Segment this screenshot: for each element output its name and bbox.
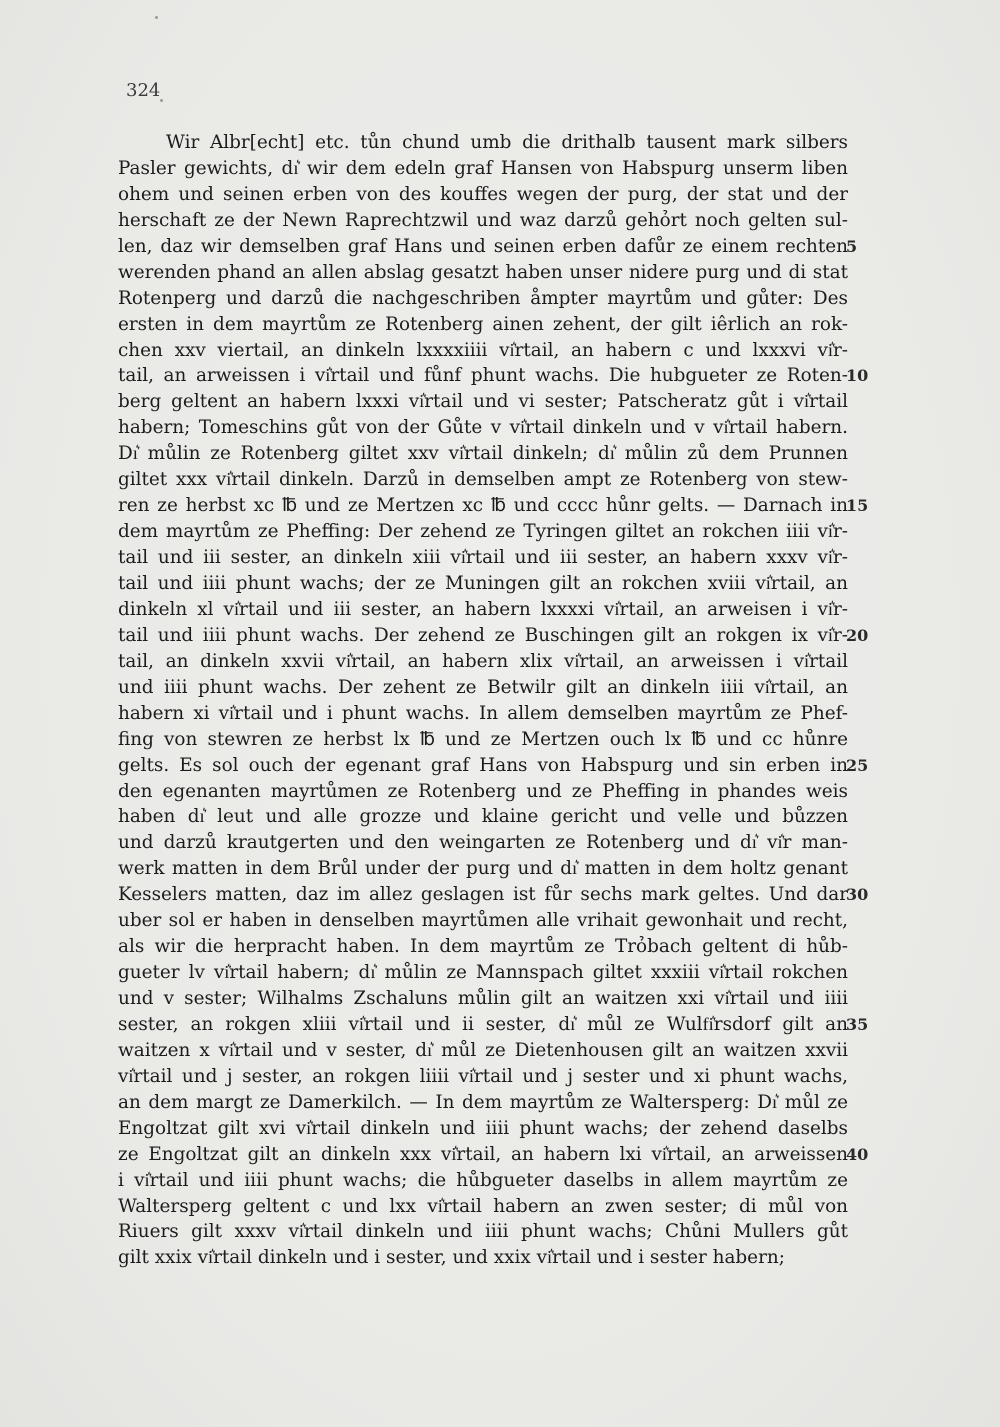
text-line: Waltersperg geltent c und lxx vi͛rtail habern an zwen sester; di můl von [118,1195,848,1217]
text-line: len, daz wir demselben graf Hans und seinen erben dafůr ze einem rechten [118,235,848,257]
text-line: Wir Albr[echt] etc. tůn chund umb die drithalb tausent mark silbers [166,132,848,153]
text-line: ren ze herbst xc ℔ und ze Mertzen xc ℔ und cccc hůnr gelts. — Darnach in [118,495,848,517]
text-line: giltet xxx vi͛rtail dinkeln. Darzů in demselben ampt ze Rotenberg von stew- [118,469,848,491]
text-line: werk matten in dem Brůl under der purg und dı͛ matten in dem holtz genant [118,858,848,880]
margin-line-number: 25 [846,755,869,775]
paper-speck [155,16,158,19]
text-line: sester, an rokgen xliii vi͛rtail und ii sester, dı͛ můl ze Wulfi͛rsdorf gilt an [118,1013,848,1035]
text-line: ze Engoltzat gilt an dinkeln xxx vi͛rtail, an habern lxi vi͛rtail, an arweissen [118,1143,848,1165]
text-line: chen xxv viertail, an dinkeln lxxxxiiii vi͛rtail, an habern c und lxxxvi vi͛r- [118,339,848,361]
text-line: habern; Tomeschins gůt von der Gůte v vi͛rtail dinkeln und v vi͛rtail habern. [118,417,848,439]
text-line: berg geltent an habern lxxxi vi͛rtail und vi sester; Patscheratz gůt i vi͛rtail [118,391,848,413]
text-line: Riuers gilt xxxv vi͛rtail dinkeln und iiii phunt wachs; Chůni Mullers gůt [118,1221,848,1243]
text-line: Rotenperg und darzů die nachgeschriben åmpter mayrtům und gůter: Des [118,287,848,309]
text-line: fing von stewren ze herbst lx ℔ und ze Mertzen ouch lx ℔ und cc hůnre [118,728,848,750]
text-line: tail und iii sester, an dinkeln xiii vi͛rtail und iii sester, an habern xxxv vi͛r- [118,547,848,569]
text-line: gilt xxix vi͛rtail dinkeln und i sester, und xxix vi͛rtail und i sester habern; [118,1247,785,1269]
text-line: Pasler gewichts, dı͛ wir dem edeln graf Hansen von Habspurg unserm liben [118,157,848,179]
margin-line-number: 20 [846,625,869,645]
text-line: und v sester; Wilhalms Zschaluns můlin gilt an waitzen xxi vi͛rtail und iiii [118,988,848,1010]
text-line: an dem margt ze Damerkilch. — In dem mayrtům ze Waltersperg: Dı͛ můl ze [118,1091,848,1113]
text-line: ohem und seinen erben von des kouffes wegen der purg, der stat und der [118,183,848,205]
text-line: dinkeln xl vi͛rtail und iii sester, an habern lxxxxi vi͛rtail, an arweisen i vi͛r- [118,598,848,620]
margin-line-number: 5 [846,236,858,256]
text-line: tail, an dinkeln xxvii vi͛rtail, an habern xlix vi͛rtail, an arweissen i vi͛rtail [118,650,848,672]
text-line: vi͛rtail und j sester, an rokgen liiii vi͛rtail und j sester und xi phunt wachs, [118,1065,848,1087]
paper-speck [160,99,163,102]
text-line: Kesselers matten, daz im allez geslagen ist fůr sechs mark geltes. Und dar [118,884,848,906]
text-line: dem mayrtům ze Pheffing: Der zehend ze Tyringen giltet an rokchen iiii vi͛r- [118,521,848,543]
text-line: Dı͛ můlin ze Rotenberg giltet xxv vi͛rtail dinkeln; dı͛ můlin zů dem Prunnen [118,443,848,465]
margin-line-number: 30 [846,885,869,905]
text-line: tail, an arweissen i vi͛rtail und fůnf phunt wachs. Die hubgueter ze Roten- [118,365,848,387]
text-line: und iiii phunt wachs. Der zehent ze Betwilr gilt an dinkeln iiii vi͛rtail, an [118,676,848,698]
margin-line-number: 35 [846,1014,869,1034]
text-line: ersten in dem mayrtům ze Rotenberg ainen zehent, der gilt iêrlich an rok- [118,313,848,335]
margin-line-number: 40 [846,1144,869,1164]
text-line: uber sol er haben in denselben mayrtůmen alle vrihait gewonhait und recht, [118,910,848,932]
text-line: gelts. Es sol ouch der egenant graf Hans von Habspurg und sin erben in [118,754,848,776]
margin-line-number: 15 [846,496,869,516]
text-line: als wir die herpracht haben. In dem mayrtům ze Trỏbach geltent di hůb- [118,936,848,958]
text-line: herschaft ze der Newn Raprechtzwil und waz darzů gehỏrt noch gelten sul- [118,209,848,231]
margin-line-number: 10 [846,366,869,386]
text-line: tail und iiii phunt wachs. Der zehend ze Buschingen gilt an rokgen ix vi͛r- [118,624,848,646]
text-line: haben dı͛ leut und alle grozze und klaine gericht und velle und bůzzen [118,806,848,828]
text-line: und darzů krautgerten und den weingarten ze Rotenberg und dı͛ vi͛r man- [118,832,848,854]
text-line: Engoltzat gilt xvi vi͛rtail dinkeln und iiii phunt wachs; der zehend daselbs [118,1117,848,1139]
text-line: i vi͛rtail und iiii phunt wachs; die hůbgueter daselbs in allem mayrtům ze [118,1169,848,1191]
text-line: werenden phand an allen abslag gesatzt haben unser nidere purg und di stat [118,261,848,283]
text-line: habern xi vi͛rtail und i phunt wachs. In allem demselben mayrtům ze Phef- [118,702,848,724]
text-line: waitzen x vi͛rtail und v sester, dı͛ můl ze Dietenhousen gilt an waitzen xxvii [118,1039,848,1061]
text-line: gueter lv vi͛rtail habern; dı͛ můlin ze Mannspach giltet xxxiii vi͛rtail rokchen [118,962,848,984]
page-number: 324 [126,80,161,101]
text-line: tail und iiii phunt wachs; der ze Muningen gilt an rokchen xviii vi͛rtail, an [118,572,848,594]
text-line: den egenanten mayrtůmen ze Rotenberg und ze Pheffing in phandes weis [118,780,848,802]
